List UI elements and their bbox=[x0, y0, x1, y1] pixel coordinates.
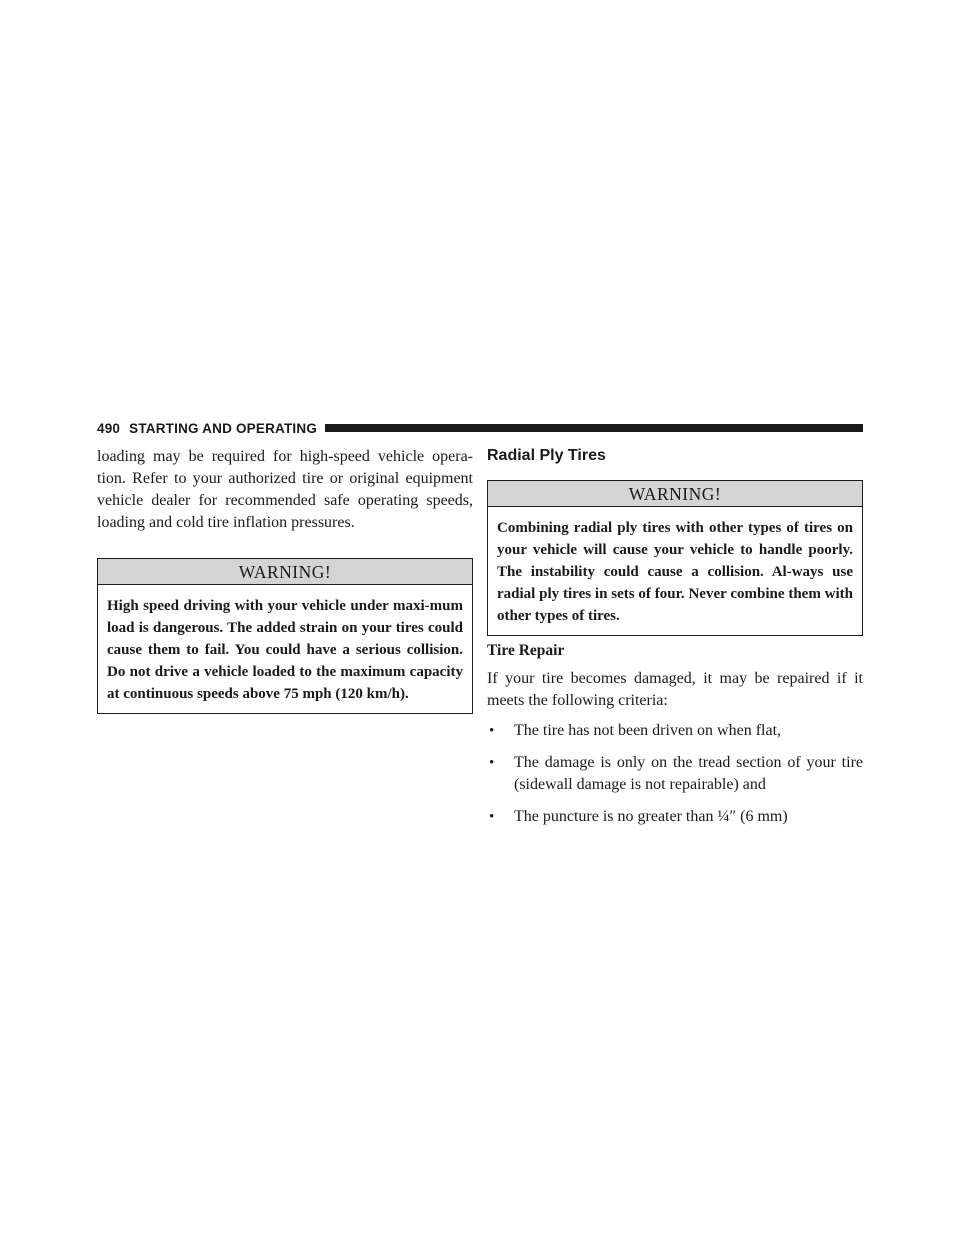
page-number: 490 bbox=[97, 420, 121, 436]
page-header bbox=[97, 418, 863, 438]
right-column bbox=[487, 446, 863, 838]
list-item-text: The damage is only on the tread section of your tire (sidewall damage is not repairable) and bbox=[514, 754, 863, 793]
warning-title: WARNING! bbox=[488, 481, 862, 507]
intro-paragraph: loading may be required for high-speed vehicle opera-tion. Refer to your authorized tire or original equipment vehicle dealer for recommended safe operating speeds, loading and cold tire inflation pressures. bbox=[97, 448, 473, 531]
bullet-icon: • bbox=[489, 755, 495, 771]
tire-repair-paragraph: If your tire becomes damaged, it may be repaired if it meets the following criteria: bbox=[487, 670, 863, 709]
warning-box-radial-ply bbox=[487, 480, 863, 636]
header-rule bbox=[325, 424, 863, 432]
left-column bbox=[97, 446, 473, 714]
section-heading: Radial Ply Tires bbox=[487, 447, 606, 464]
list-item bbox=[487, 806, 863, 828]
warning-title: WARNING! bbox=[98, 559, 472, 585]
list-item-text: The tire has not been driven on when flat, bbox=[514, 722, 782, 739]
warning-text: High speed driving with your vehicle under maxi-mum load is dangerous. The added strain on your tires could cause them to fail. You could have a serious collision. Do not drive a vehicle loaded to the maximum capacity at continuous speeds above 75 mph (120 km/h). bbox=[107, 598, 463, 702]
list-item bbox=[487, 720, 863, 742]
list-item bbox=[487, 752, 863, 796]
bullet-icon: • bbox=[489, 723, 495, 739]
warning-text: Combining radial ply tires with other types of tires on your vehicle will cause your vehicle to handle poorly. The instability could cause a collision. Al-ways use radial ply tires in sets of four. Never combine them with other types of tires. bbox=[497, 520, 853, 624]
section-title: STARTING AND OPERATING bbox=[129, 420, 318, 436]
list-item-text: The puncture is no greater than ¼″ (6 mm) bbox=[514, 808, 788, 825]
subheading-tire-repair: Tire Repair bbox=[487, 642, 565, 659]
warning-box-high-speed bbox=[97, 558, 473, 714]
bullet-icon: • bbox=[489, 809, 495, 825]
criteria-list bbox=[487, 720, 863, 828]
